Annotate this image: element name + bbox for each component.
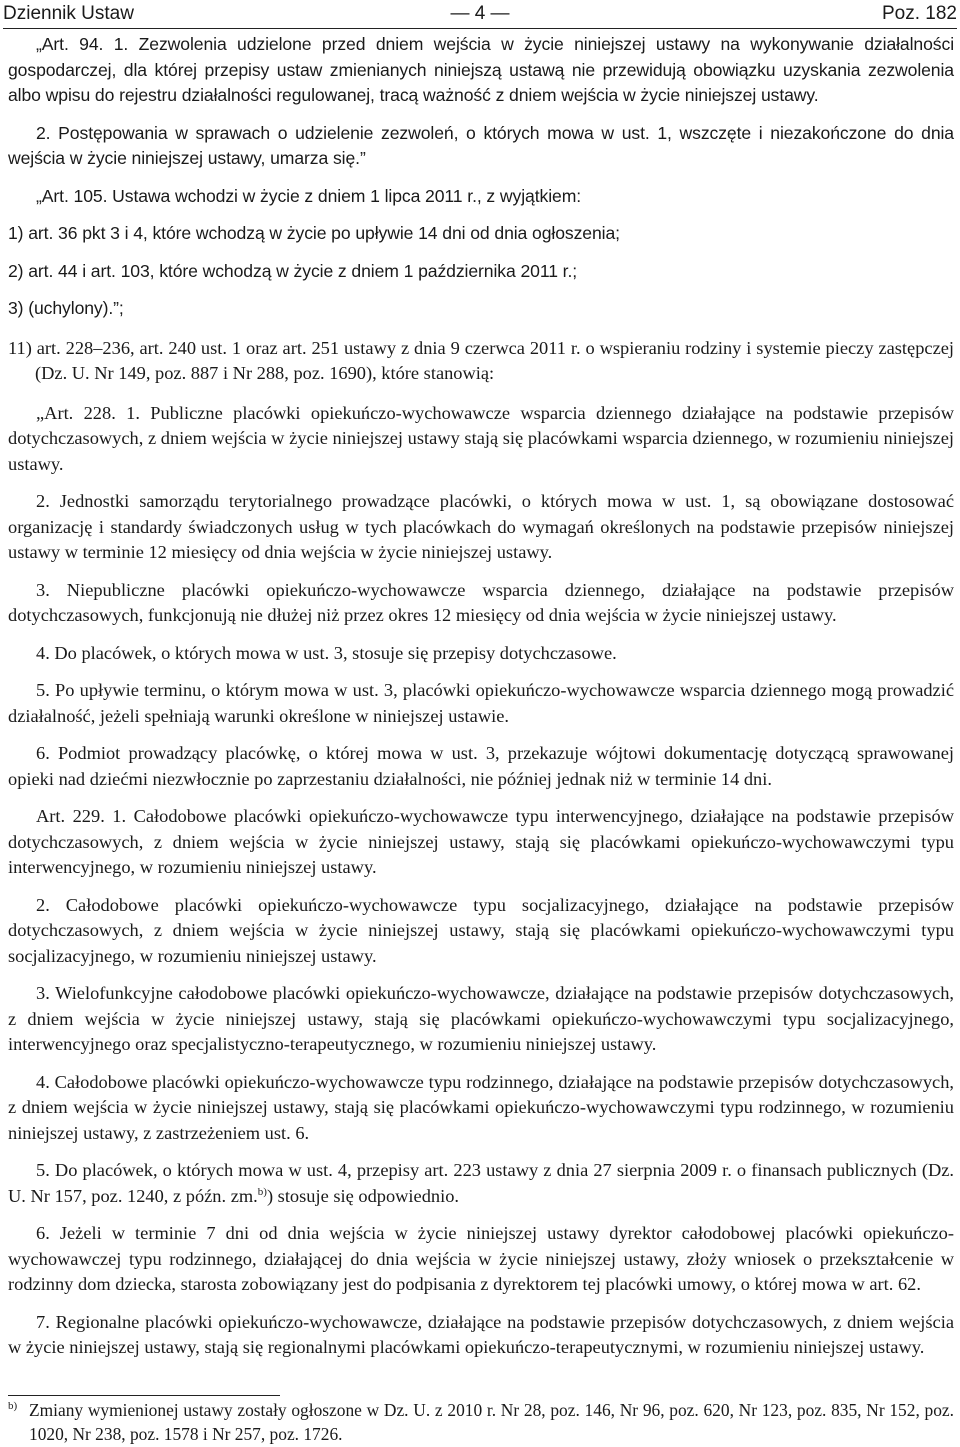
art229-par4: 4. Całodobowe placówki opiekuńczo-wychowawcze typu rodzinnego, działające na podstawie przepisów dotychczasowych, z dniem wejścia w życie niniejszej ustawy, stają się placówkami opiekuńczo-wychowawczymi typu rodzinnego, w rozumieniu niniejszej ustawy, z zastrzeżeniem ust. 6. (8, 1071, 954, 1143)
art229-par2: 2. Całodobowe placówki opiekuńczo-wychowawcze typu socjalizacyjnego, działające na podstawie przepisów dotychczasowych, z dniem wejścia w życie niniejszej ustawy, stają się placówkami opiekuńczo-wychowawczymi typu socjalizacyjnego, w rozumieniu niniejszej ustawy. (8, 894, 954, 966)
footnote: b) Zmiany wymienionej ustawy zostały ogłoszone w Dz. U. z 2010 r. Nr 28, poz. 146, Nr 96, poz. 620, Nr 123, poz. 835, Nr 152, poz. 1020, Nr 238, poz. 1578 i Nr 257, poz. 1726. (8, 1400, 954, 1444)
page-header (3, 0, 957, 30)
footnote-rule (8, 1395, 280, 1396)
art105-item3: 3) (uchylony).”; (8, 298, 124, 318)
art229-par3: 3. Wielofunkcyjne całodobowe placówki opiekuńczo-wychowawcze, działające na podstawie przepisów dotychczasowych, z dniem wejścia w życie niniejszej ustawy, stają się placówkami opiekuńczo-wychowawczymi typu socjalizacyjnego, interwencyjnego oraz specjalistyczno-terapeutycznego, w rozumieniu niniejszej ustawy. (8, 983, 954, 1054)
art105-intro: „Art. 105. Ustawa wchodzi w życie z dniem 1 lipca 2011 r., z wyjątkiem: (36, 185, 582, 206)
annotated-block-art94 (8, 32, 954, 322)
art228-par1: „Art. 228. 1. Publiczne placówki opiekuńczo-wychowawcze wsparcia dziennego działające na podstawie przepisów dotychczasowych, z dniem wejścia w życie niniejszej ustawy stają się placówkami wsparcia dziennego, w rozumieniu niniejszej ustawy. (8, 402, 954, 474)
item-11: 11) art. 228–236, art. 240 ust. 1 oraz art. 251 ustawy z dnia 9 czerwca 2011 r. o wspieraniu rodziny i systemie pieczy zastępczej (Dz. U. Nr 149, poz. 887 i Nr 288, poz. 1690), które stanowią: (8, 337, 954, 383)
art229-par1: Art. 229. 1. Całodobowe placówki opiekuńczo-wychowawcze typu interwencyjnego, działające na podstawie przepisów dotychczasowych, z dniem wejścia w życie niniejszej ustawy, stają się placówkami opiekuńczo-wychowawczymi typu interwencyjnego, w rozumieniu niniejszej ustawy. (8, 806, 954, 877)
art228-par5: 5. Po upływie terminu, o którym mowa w ust. 3, placówki opiekuńczo-wychowawcze wsparcia dziennego mogą prowadzić działalność, jeżeli spełniają warunki określone w niniejszej ustawie. (8, 680, 954, 726)
document-body (8, 32, 954, 1361)
footnote-reference[interactable]: b) (257, 1185, 267, 1198)
footnote-text: Zmiany wymienionej ustawy zostały ogłoszone w Dz. U. z 2010 r. Nr 28, poz. 146, Nr 96, poz. 620, Nr 123, poz. 835, Nr 152, poz. 1020, Nr 238, poz. 1578 i Nr 257, poz. 1726. (29, 1400, 954, 1444)
art229-par5-tail: ) stosuje się odpowiednio. (266, 1185, 459, 1206)
page-number: — 4 — (450, 3, 510, 24)
art229-par5 (8, 1158, 954, 1209)
art228-par4: 4. Do placówek, o których mowa w ust. 3, stosuje się przepisy dotychczasowe. (36, 642, 617, 663)
art94-par2: 2. Postępowania w sprawach o udzielenie zezwoleń, o których mowa w ust. 1, wszczęte i niezakończone do dnia wejścia w życie niniejszej ustawy, umarza się.” (8, 122, 954, 168)
journal-title: Dziennik Ustaw (3, 3, 134, 24)
art105-item2: 2) art. 44 i art. 103, które wchodzą w życie z dniem 1 października 2011 r.; (8, 260, 578, 281)
art229-par6: 6. Jeżeli w terminie 7 dni od dnia wejścia w życie niniejszej ustawy dyrektor całodobowej placówki opiekuńczo-wychowawczej typu rodzinnego, działającej do dnia wejścia w życie niniejszej ustawy, złoży wniosek o przekształcenie w rodzinny dom dziecka, starosta zobowiązany jest do podpisania z dyrektorem tej placówki umowy, o której mowa w art. 62. (8, 1223, 954, 1294)
art228-par3: 3. Niepubliczne placówki opiekuńczo-wychowawcze wsparcia dziennego, działające na podstawie przepisów dotychczasowych, funkcjonują nie dłużej niż przez okres 12 miesięcy od dnia wejścia w życie niniejszej ustawy. (8, 579, 954, 625)
art105-item1: 1) art. 36 pkt 3 i 4, które wchodzą w życie po upływie 14 dni od dnia ogłoszenia; (8, 223, 620, 243)
position-number: Poz. 182 (882, 3, 957, 24)
header-rule (3, 28, 957, 29)
art94-par1: „Art. 94. 1. Zezwolenia udzielone przed dniem wejścia w życie niniejszej ustawy na wykonywanie działalności gospodarczej, dla której przepisy ustaw zmienianych niniejszą ustawą nie przewidują obowiązku uzyskania zezwolenia albo wpisu do rejestru działalności regulowanej, tracą ważność z dniem wejścia w życie niniejszej ustawy. (8, 34, 954, 105)
art229-par7: 7. Regionalne placówki opiekuńczo-wychowawcze, działające na podstawie przepisów dotychczasowych, z dniem wejścia w życie niniejszej ustawy, stają się regionalnymi placówkami opiekuńczo-terapeutycznymi, w rozumieniu niniejszej ustawy. (8, 1311, 954, 1357)
art228-par6: 6. Podmiot prowadzący placówkę, o której mowa w ust. 3, przekazuje wójtowi dokumentację dotyczącą sprawowanej opieki nad dziećmi niezwłocznie po zaprzestaniu działalności, nie później jednak niż w terminie 14 dni. (8, 743, 954, 789)
art229-par5-text: 5. Do placówek, o których mowa w ust. 4, przepisy art. 223 ustawy z dnia 27 sierpnia 2009 r. o finansach publicznych (Dz. U. Nr 157, poz. 1240, z późn. zm. (8, 1160, 954, 1206)
art228-par2: 2. Jednostki samorządu terytorialnego prowadzące placówki, o których mowa w ust. 1, są obowiązane dostosować organizację i standardy świadczonych usług w tych placówkach do wymagań określonych na podstawie przepisów niniejszej ustawy w terminie 12 miesięcy od dnia wejścia w życie niniejszej ustawy. (8, 491, 954, 562)
